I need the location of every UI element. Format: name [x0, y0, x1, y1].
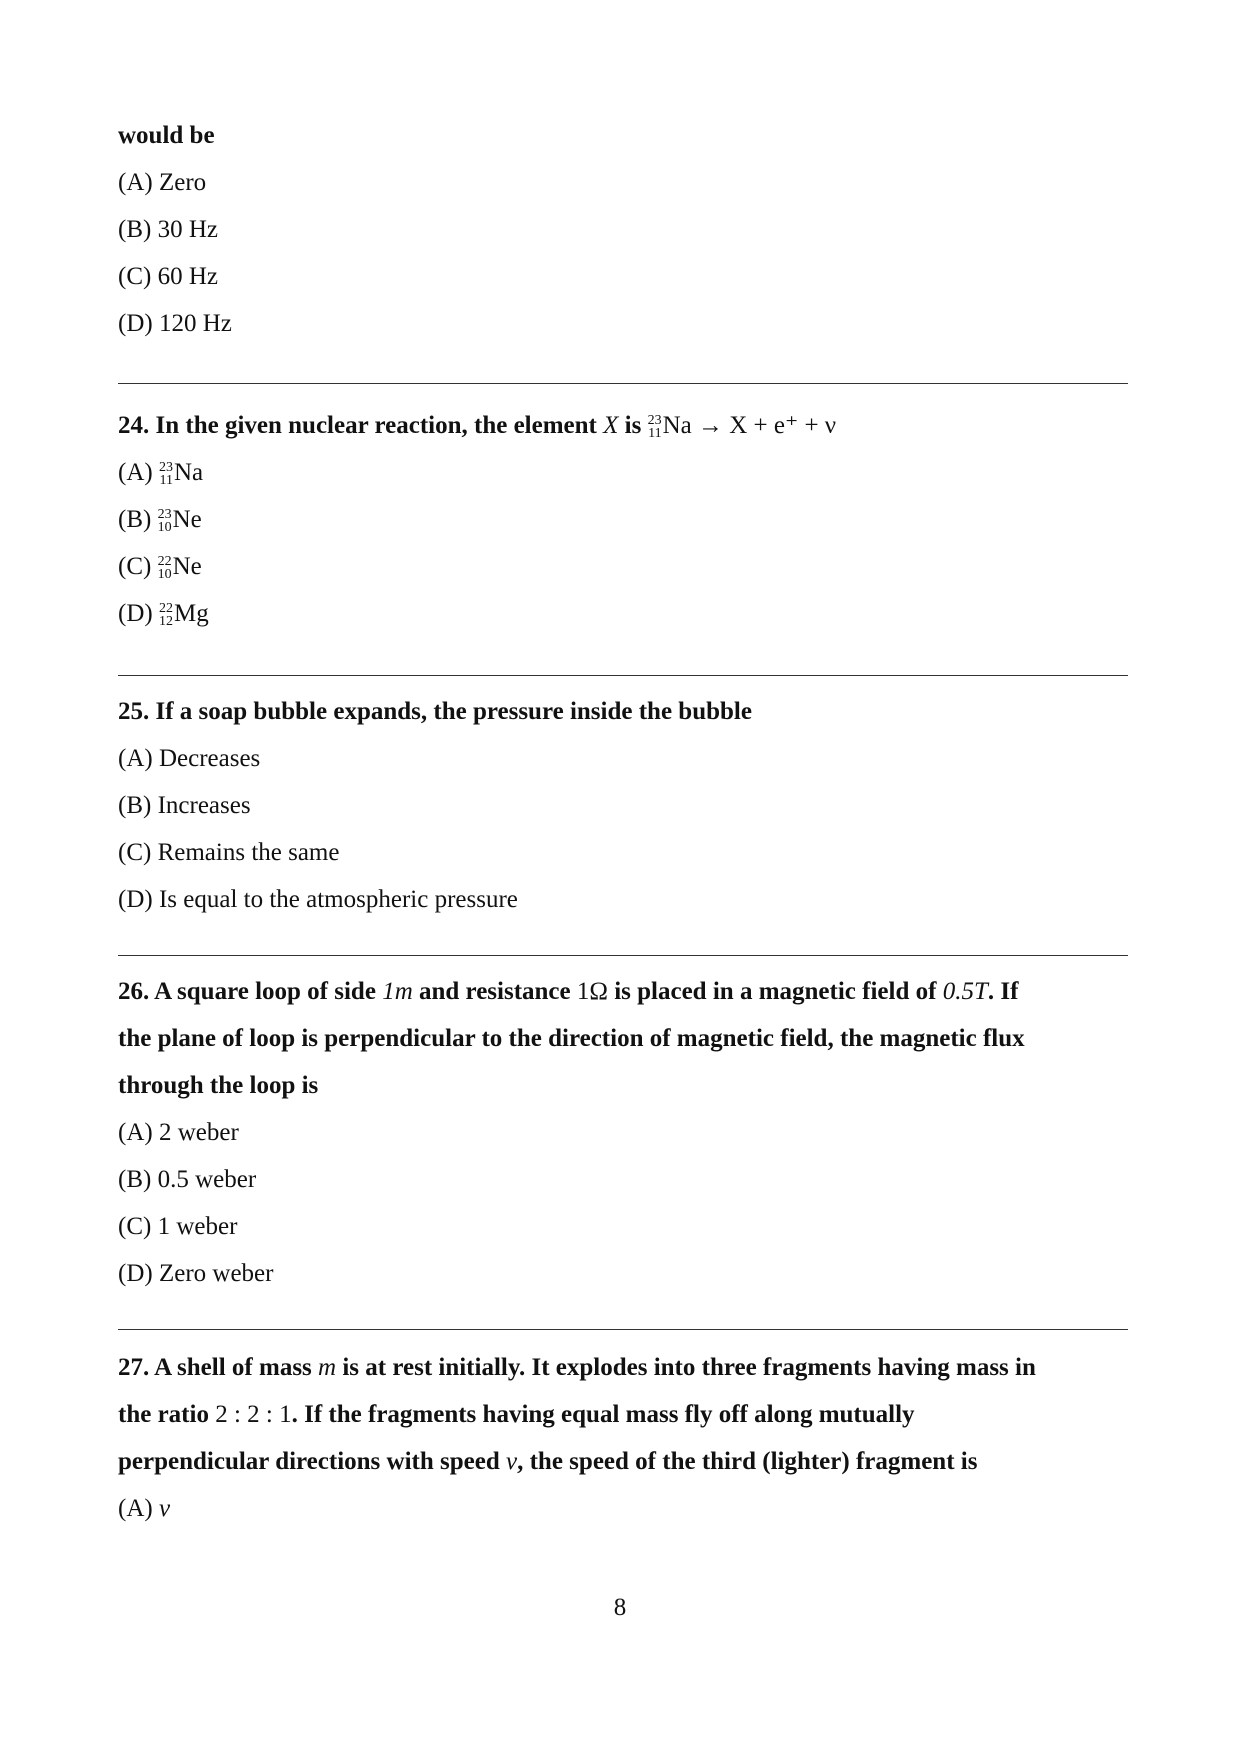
q26-option-a: (A) 2 weber: [118, 1119, 239, 1146]
q27-stem-line1: 27. A shell of mass m is at rest initially. It explodes into three fragments having mass in: [118, 1354, 1036, 1381]
q24-option-a: (A) 23 11 Na: [118, 459, 204, 489]
q26-stem-line2: the plane of loop is perpendicular to the direction of magnetic field, the magnetic flux: [118, 1025, 1025, 1052]
q23-option-a: (A) Zero: [118, 169, 207, 196]
q25-stem: 25. If a soap bubble expands, the pressure inside the bubble: [118, 698, 752, 725]
q27-stem-line3: perpendicular directions with speed v, the speed of the third (lighter) fragment is: [118, 1448, 978, 1475]
page-number: 8: [613, 1594, 627, 1621]
q26-stem-line1: 26. A square loop of side 1m and resistance 1Ω is placed in a magnetic field of 0.5T. If: [118, 978, 1019, 1005]
q25-option-d: (D) Is equal to the atmospheric pressure: [118, 886, 518, 913]
q25-option-c: (C) Remains the same: [118, 839, 340, 866]
q27-option-a: (A) v: [118, 1495, 171, 1522]
q24-option-d: (D) 22 12 Mg: [118, 600, 209, 630]
q25-option-b: (B) Increases: [118, 792, 251, 819]
q25-option-a: (A) Decreases: [118, 745, 261, 772]
q26-option-d: (D) Zero weber: [118, 1260, 274, 1287]
separator: [118, 955, 1128, 956]
q26-stem-line3: through the loop is: [118, 1072, 319, 1099]
q23-option-d: (D) 120 Hz: [118, 310, 232, 337]
q24-option-b: (B) 23 10 Ne: [118, 506, 202, 536]
separator: [118, 383, 1128, 384]
q26-option-b: (B) 0.5 weber: [118, 1166, 257, 1193]
separator: [118, 675, 1128, 676]
q23-option-c: (C) 60 Hz: [118, 263, 218, 290]
q27-stem-line2: the ratio 2 : 2 : 1. If the fragments having equal mass fly off along mutually: [118, 1401, 915, 1428]
q24-option-c: (C) 22 10 Ne: [118, 553, 202, 583]
separator: [118, 1329, 1128, 1330]
exam-page: [118, 112, 1128, 1532]
q24-stem: 24. In the given nuclear reaction, the element X is 23 11 Na → X + e⁺ + ν: [118, 412, 837, 442]
q26-option-c: (C) 1 weber: [118, 1213, 238, 1240]
q23-stem-tail: would be: [118, 122, 215, 149]
q23-option-b: (B) 30 Hz: [118, 216, 218, 243]
